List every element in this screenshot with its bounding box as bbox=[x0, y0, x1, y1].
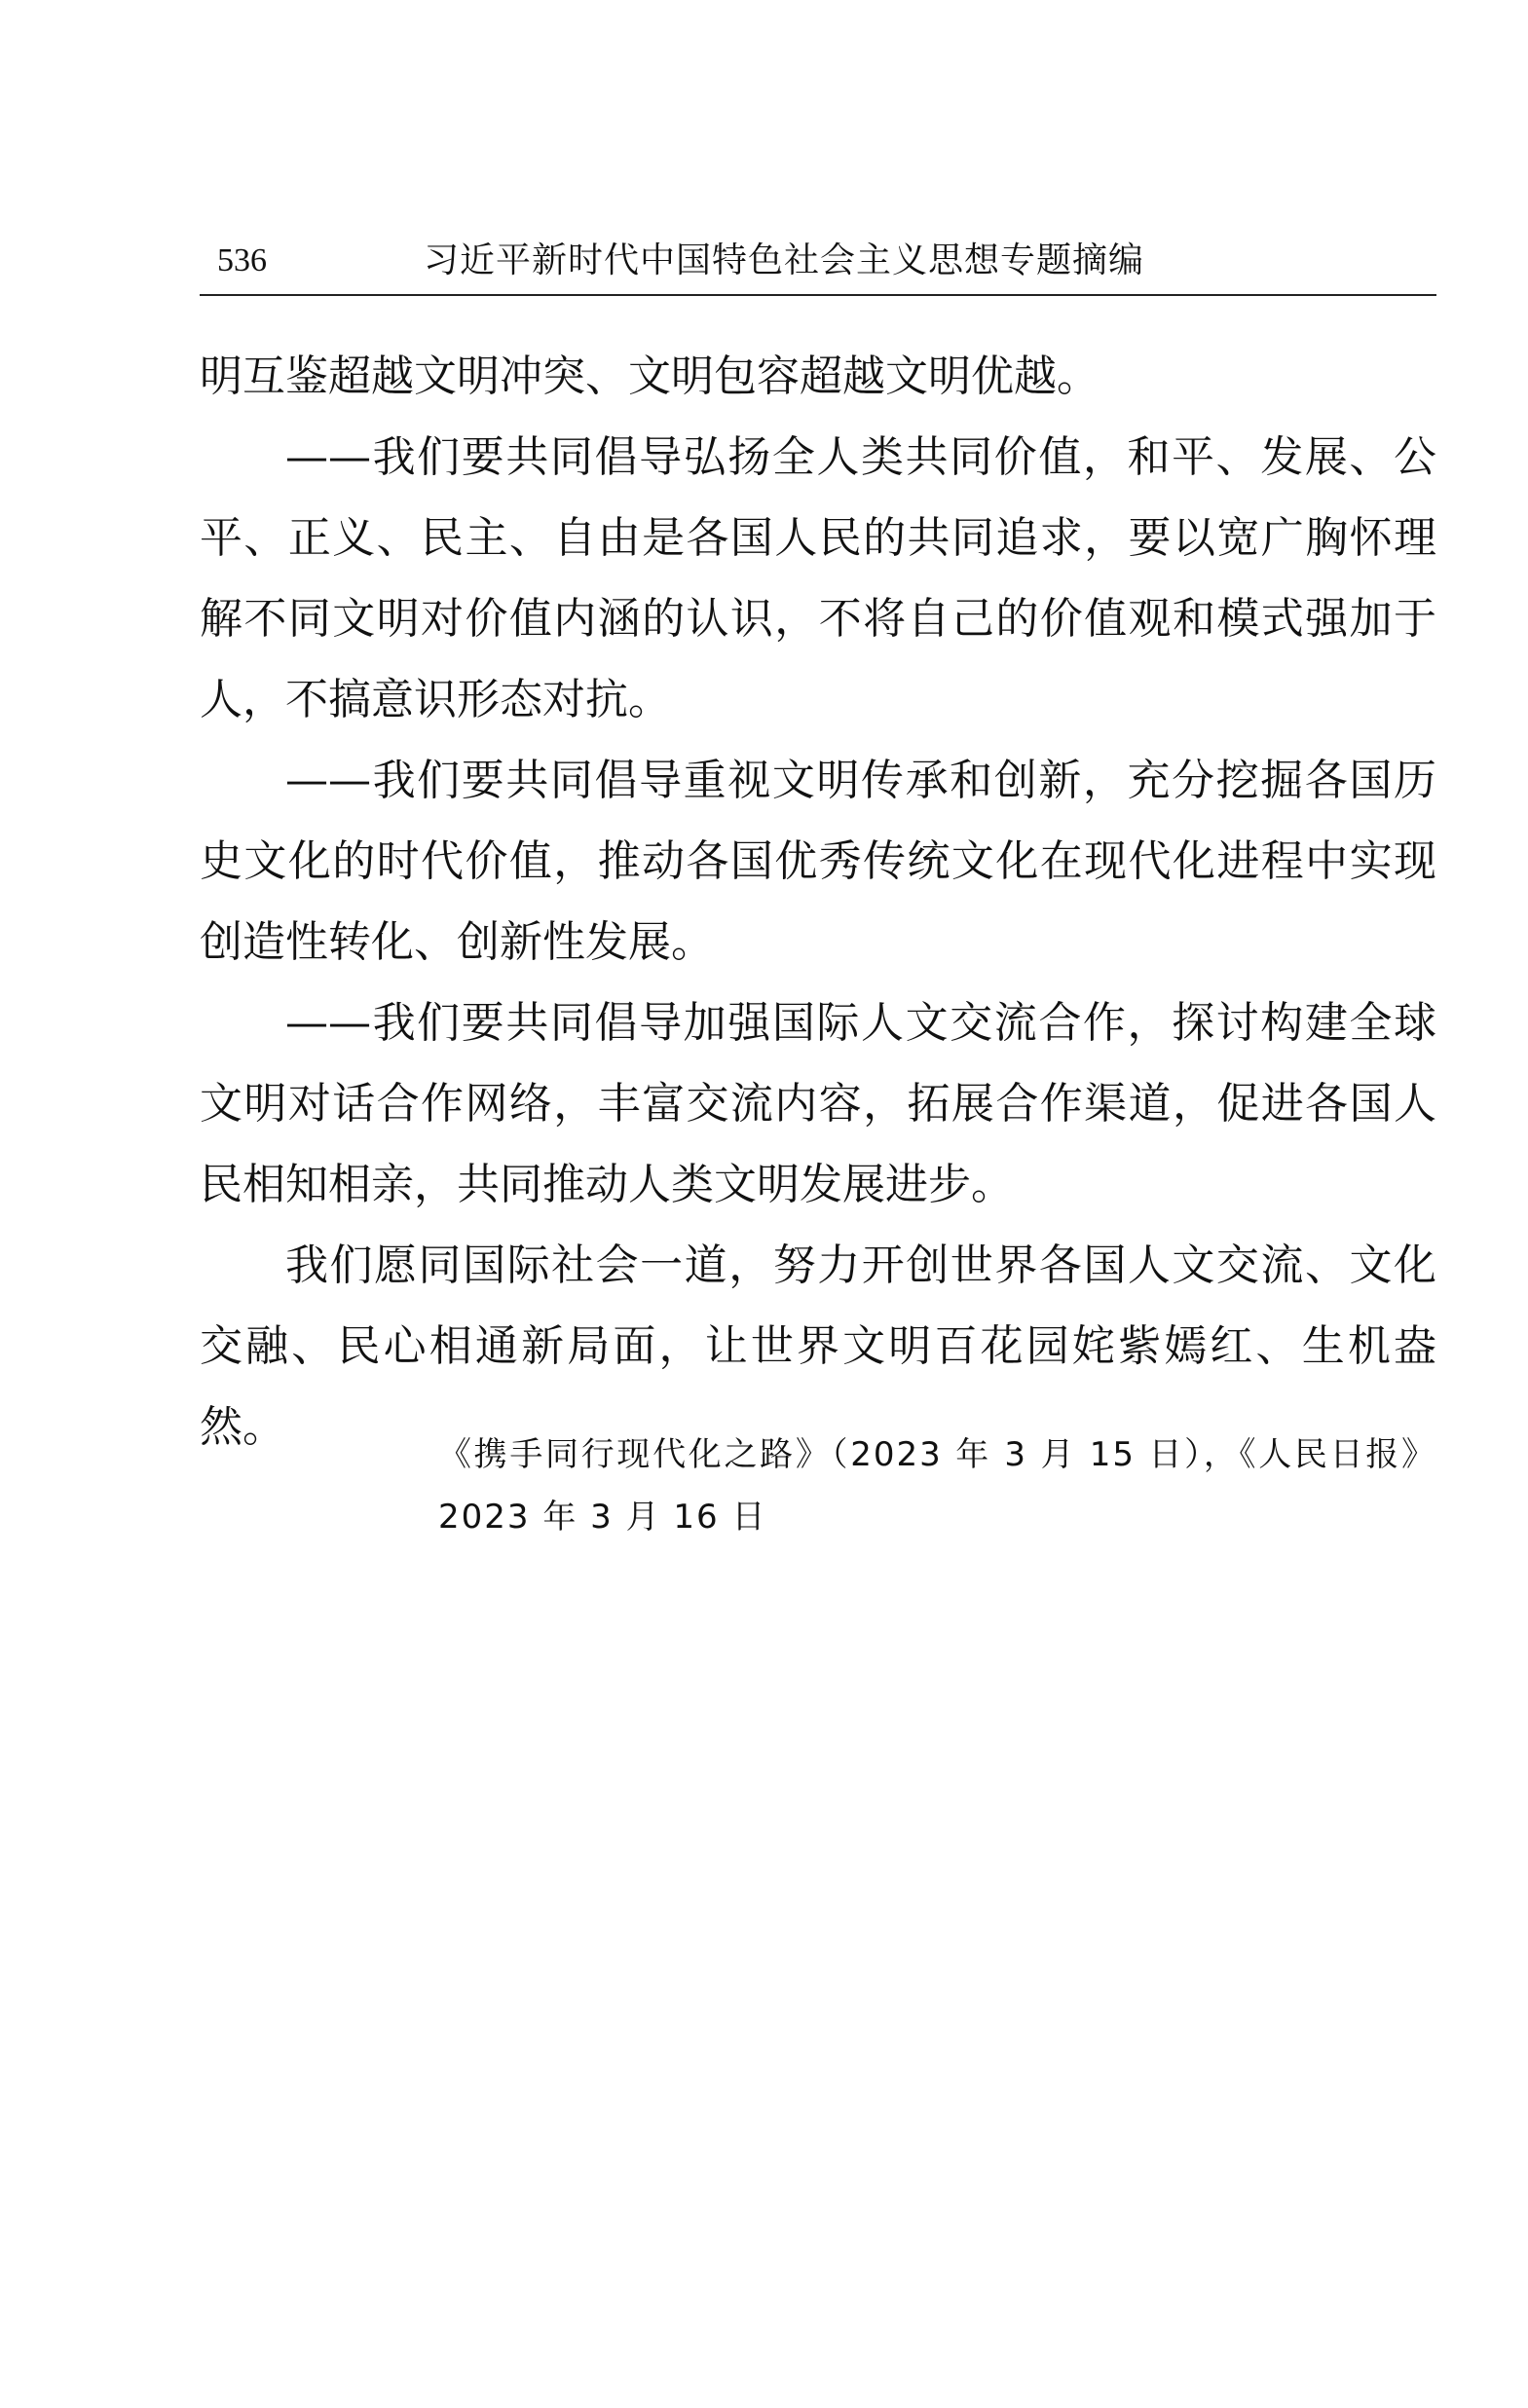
paragraph-closing: 我们愿同国际社会一道，努力开创世界各国人文交流、文化交融、民心相通新局面，让世界文明百花园姹紫嫣红、生机盎然。 bbox=[200, 1241, 1436, 1452]
paragraph-continuation: 明互鉴超越文明冲突、文明包容超越文明优越。 bbox=[200, 352, 1099, 401]
running-header bbox=[200, 236, 1436, 296]
source-citation: 《携手同行现代化之路》（2023 年 3 月 15 日），《人民日报》2023 年 3 月 16 日 bbox=[438, 1435, 1436, 1537]
paragraph-heritage-innovation: ——我们要共同倡导重视文明传承和创新，充分挖掘各国历史文化的时代价值，推动各国优秀传统文化在现代化进程中实现创造性转化、创新性发展。 bbox=[200, 756, 1436, 967]
paragraph-exchange-cooperation: ——我们要共同倡导加强国际人文交流合作，探讨构建全球文明对话合作网络，丰富交流内容，拓展合作渠道，促进各国人民相知相亲，共同推动人类文明发展进步。 bbox=[200, 998, 1436, 1209]
body-text bbox=[200, 336, 1436, 1467]
book-title: 习近平新时代中国特色社会主义思想专题摘编 bbox=[424, 241, 1145, 280]
page-number: 536 bbox=[217, 242, 267, 278]
paragraph-shared-values: ——我们要共同倡导弘扬全人类共同价值，和平、发展、公平、正义、民主、自由是各国人民的共同追求，要以宽广胸怀理解不同文明对价值内涵的认识，不将自己的价值观和模式强加于人，不搞意识形态对抗。 bbox=[200, 432, 1436, 724]
